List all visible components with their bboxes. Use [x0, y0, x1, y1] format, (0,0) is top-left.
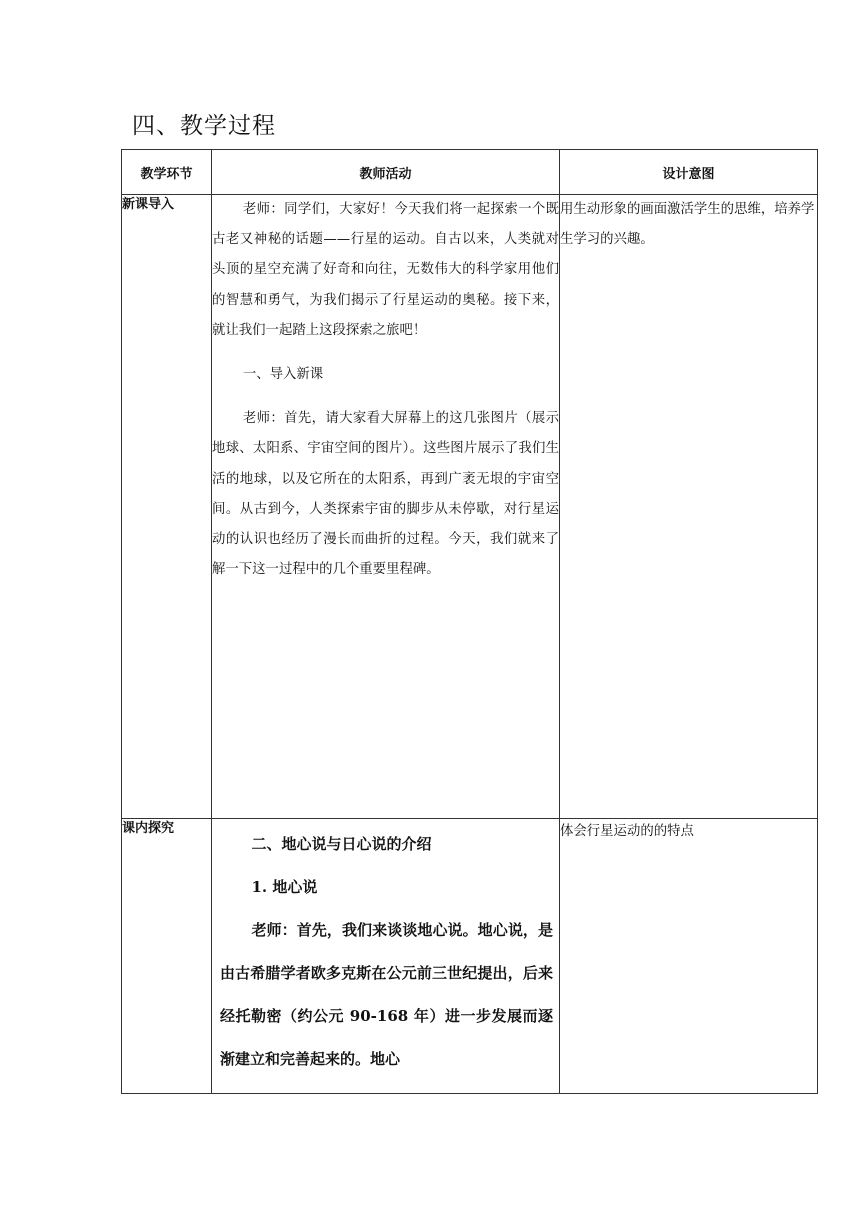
stage-cell: 新课导入: [122, 195, 212, 819]
activity-cell: [212, 195, 560, 819]
activity-paragraph: 老师：同学们，大家好！今天我们将一起探索一个既古老又神秘的话题——行星的运动。自古以来，人类就对头顶的星空充满了好奇和向往，无数伟大的科学家用他们的智慧和勇气，为我们揭示了行星运动的奥秘。接下来，就让我们一起踏上这段探索之旅吧！: [212, 202, 559, 338]
design-cell: [560, 195, 818, 819]
stage-cell: 课内探究: [122, 819, 212, 1094]
activity-subheading: 一、导入新课: [242, 367, 324, 383]
activity-paragraph: 老师：首先，我们来谈谈地心说。地心说，是由古希腊学者欧多克斯在公元前三世纪提出，后来经托勒密（约公元 90-168 年）进一步发展而逐渐建立和完善起来的。地心: [220, 921, 553, 1068]
header-activity: 教师活动: [212, 150, 560, 195]
teaching-process-table: [121, 149, 818, 1094]
table-row: [122, 195, 818, 819]
design-text: 体会行星运动的的特点: [560, 824, 694, 839]
activity-paragraph: 老师：首先，请大家看大屏幕上的这几张图片（展示地球、太阳系、宇宙空间的图片）。这些图片展示了我们生活的地球，以及它所在的太阳系，再到广袤无垠的宇宙空间。从古到今，人类探索宇宙的脚步从未停歇，对行星运动的认识也经历了漫长而曲折的过程。今天，我们就来了解一下这一过程中的几个重要里程碑。: [212, 411, 559, 578]
header-stage: 教学环节: [122, 150, 212, 195]
section-title: 四、教学过程: [132, 113, 276, 139]
design-text: 用生动形象的画面激活学生的思维，培养学生学习的兴趣。: [560, 202, 815, 248]
design-cell: [560, 819, 818, 1094]
header-design: 设计意图: [560, 150, 818, 195]
activity-subheading: 二、地心说与日心说的介绍: [251, 835, 432, 853]
activity-cell: [212, 819, 560, 1094]
table-row: [122, 819, 818, 1094]
activity-subheading: 1. 地心说: [251, 878, 318, 896]
table-header-row: [122, 150, 818, 195]
